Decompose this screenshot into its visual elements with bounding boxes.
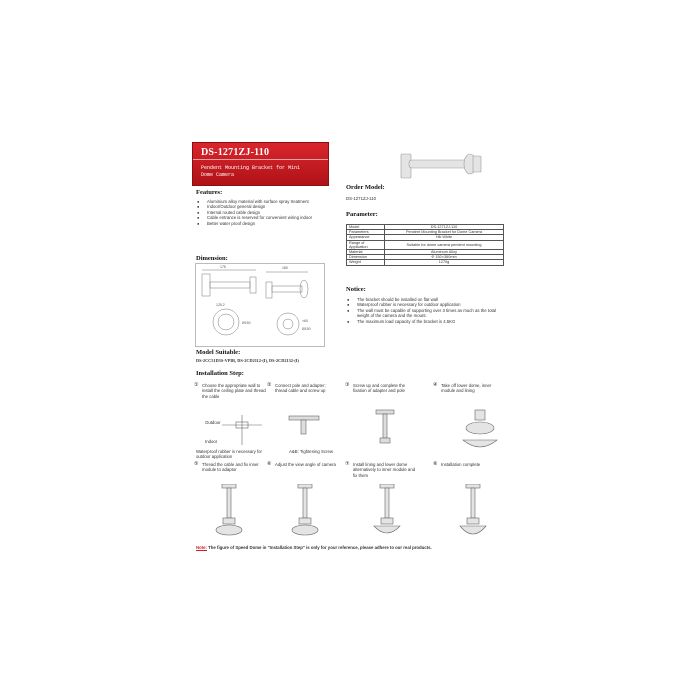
parameter-heading: Parameter: [346,211,378,218]
notice-item: ● Waterproof rubber is necessary for outdoor application [346,302,506,307]
notice-heading: Notice: [346,286,366,293]
feature-item: ● Cable entrance is reserved for convenient wiring indoor [196,215,336,220]
param-key: Appearance [347,235,385,240]
feature-item: ● Internal routed cable design [196,210,336,215]
param-key: Weight [347,260,385,265]
param-key: Model [347,225,385,230]
model-title: DS-1271ZJ-110 [201,147,270,158]
banner-divider [193,159,328,160]
param-value: Φ 150×360mm [385,255,504,260]
dimension-heading: Dimension: [196,255,228,262]
step-text: Take off lower dome, inner module and lining [441,383,492,394]
step-text: Installation complete [441,462,481,467]
param-key: Dimension [347,255,385,260]
step-text: Install lining and lower dome alternatively to inner module and fix them [353,462,416,478]
dim-label: 125.2 [216,303,225,307]
step2-illustration [285,410,325,440]
bracket-product-image [395,140,495,185]
step4-illustration [455,408,505,453]
step-text: Thread the cable and fix inner module to adaptor [202,462,259,473]
parameter-table [346,224,504,266]
step-number: ⑧ [433,461,438,467]
header-banner [192,142,329,186]
param-value: 1270g [385,260,504,265]
param-value: Hik White [385,235,504,240]
notice-item: ● The bracket should be installed on flat wall [346,297,506,302]
step-number: ① [194,382,199,388]
step-number: ⑤ [194,461,199,467]
step3-illustration [370,408,400,448]
notice-item: ● The maximum load capacity of the bracket is 4.5KG [346,319,506,324]
step-text: Connect pole and adapter; thread cable and screw up [275,383,326,394]
step-text: Choose the appropriate wall to install the ceiling plate and thread the cable [202,383,266,399]
param-value: Suitable for dome camera pendent mounting [385,240,504,249]
feature-item: ● Aluminium alloy material with surface spray treatment [196,199,336,204]
table-row [347,260,504,265]
feature-item: ● Indoor/Outdoor general design [196,204,336,209]
dim-label: Ø150 [302,327,311,331]
step-number: ④ [433,382,438,388]
notice-item: ● The wall must be capable of supporting over 3 times as much as the total weight of the camera and the mount. [346,308,506,319]
tightening-screw-label: A&B: Tightening Screw [289,449,333,454]
dim-label: Ø150 [242,321,251,325]
order-model-heading: Order Model: [346,184,385,191]
step-text: Screw up and complete the fixation of adapter and pole [353,383,406,394]
param-value: Pendent Mounting Bracket for Dome Camera [385,230,504,235]
param-value: DS-1271ZJ-110 [385,225,504,230]
step6-illustration [288,484,322,542]
notice-list [346,297,506,324]
step1-illustration [222,413,262,447]
step7-illustration [370,484,404,542]
step5-illustration [212,484,246,542]
model-suitable-text: DS-2CC51D3S-VPIR, DS-2CD2112-(I), DS-2CD2132-(I) [196,358,299,363]
dim-label: 180 [282,266,288,270]
outdoor-label: Outdoor [205,420,221,425]
installation-heading: Installation Step: [196,370,244,377]
dim-label: ×60 [302,319,308,323]
step8-illustration [456,484,490,542]
banner-subtitle: Pendent Mounting Bracket for Mini Dome Camera [201,165,301,178]
waterproof-label: Waterproof rubber is necessary for outdoor application [196,449,262,459]
features-list [196,199,336,226]
features-heading: Features: [196,189,223,196]
dimension-diagram [196,264,322,344]
step-number: ② [267,382,272,388]
dim-label: 175 [220,265,226,269]
feature-item: ● Better water proof design [196,221,336,226]
indoor-label: Indoor [205,439,218,444]
footer-note [196,545,432,550]
step-number: ⑥ [267,461,272,467]
step-number: ⑦ [345,461,350,467]
table-row [347,240,504,249]
note-prefix: Note: [196,545,207,550]
step-number: ③ [345,382,350,388]
model-suitable-heading: Model Suitable: [196,349,241,356]
note-text: The figure of Speed Dome in "Installation Step" is only for your reference, please adhere to our real products. [206,545,432,550]
param-value: Aluminum Alloy [385,250,504,255]
param-key: Parameters [347,230,385,235]
param-key: Material [347,250,385,255]
step-text: Adjust the view angle of camera [275,462,336,467]
order-model-value: DS-1271ZJ-110 [346,196,377,201]
param-key: Range of Application [347,240,385,249]
